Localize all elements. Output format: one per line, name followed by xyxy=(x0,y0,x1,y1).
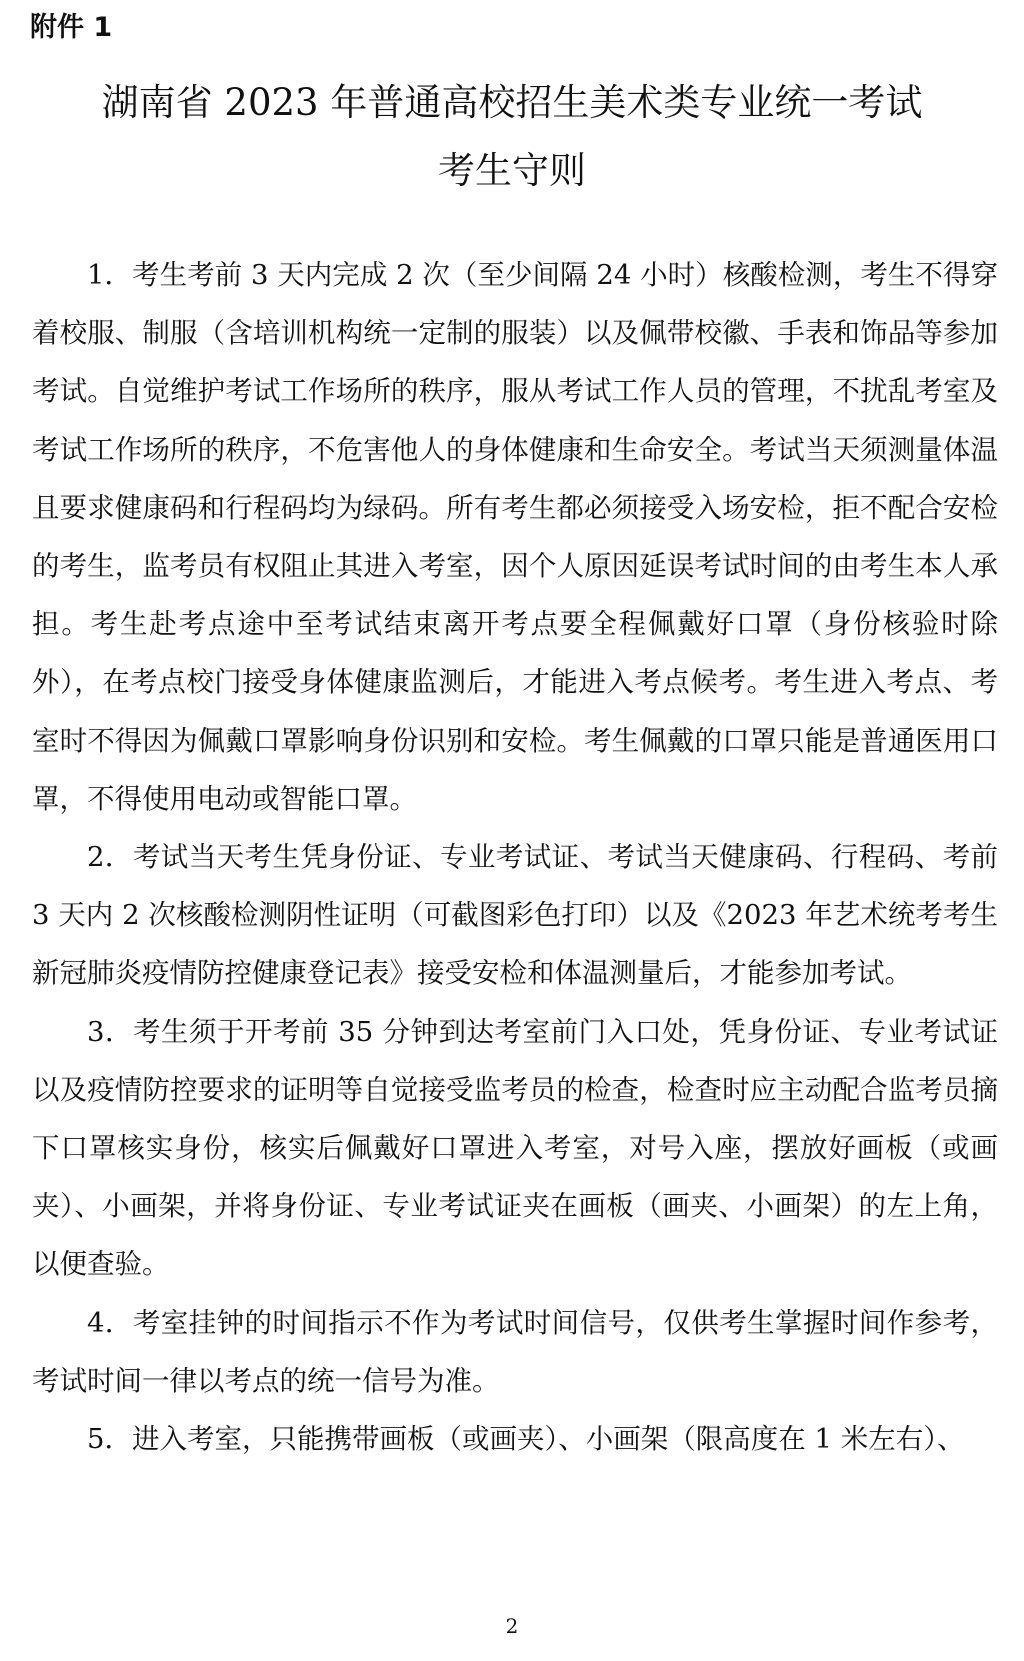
page-number: 2 xyxy=(505,1614,519,1638)
document-subtitle: 考生守则 xyxy=(438,149,586,192)
rule-paragraph-4: 4．考室挂钟的时间指示不作为考试时间信号，仅供考生掌握时间作参考，考试时间一律以考点的统一信号为准。 xyxy=(32,1306,998,1397)
document-body xyxy=(32,246,998,1468)
rule-paragraph-2: 2．考试当天考生凭身份证、专业考试证、考试当天健康码、行程码、考前 3 天内 2 次核酸检测阴性证明（可截图彩色打印）以及《2023 年艺术统考考生新冠肺炎疫情防控健康登记表》接受安检和体温测量后，才能参加考试。 xyxy=(32,841,998,990)
attachment-label: 附件 1 xyxy=(30,12,113,43)
document-title: 湖南省 2023 年普通高校招生美术类专业统一考试 xyxy=(101,81,923,124)
rule-paragraph-5: 5．进入考室，只能携带画板（或画夹）、小画架（限高度在 1 米左右）、 xyxy=(87,1423,965,1456)
rule-paragraph-1: 1．考生考前 3 天内完成 2 次（至少间隔 24 小时）核酸检测，考生不得穿着校服、制服（含培训机构统一定制的服装）以及佩带校徽、手表和饰品等参加考试。自觉维护考试工作场所的秩序，服从考试工作人员的管理，不扰乱考室及考试工作场所的秩序，不危害他人的身体健康和生命安全。考试当天须测量体温且要求健康码和行程码均为绿码。所有考生都必须接受入场安检，拒不配合安检的考生，监考员有权阻止其进入考室，因个人原因延误考试时间的由考生本人承担。考生赴考点途中至考试结束离开考点要全程佩戴好口罩（身份核验时除外），在考点校门接受身体健康监测后，才能进入考点候考。考生进入考点、考室时不得因为佩戴口罩影响身份识别和安检。考生佩戴的口罩只能是普通医用口罩，不得使用电动或智能口罩。 xyxy=(32,259,998,815)
rule-paragraph-3: 3．考生须于开考前 35 分钟到达考室前门入口处，凭身份证、专业考试证以及疫情防控要求的证明等自觉接受监考员的检查，检查时应主动配合监考员摘下口罩核实身份，核实后佩戴好口罩进入考室，对号入座，摆放好画板（或画夹）、小画架，并将身份证、专业考试证夹在画板（画夹、小画架）的左上角，以便查验。 xyxy=(32,1015,998,1281)
